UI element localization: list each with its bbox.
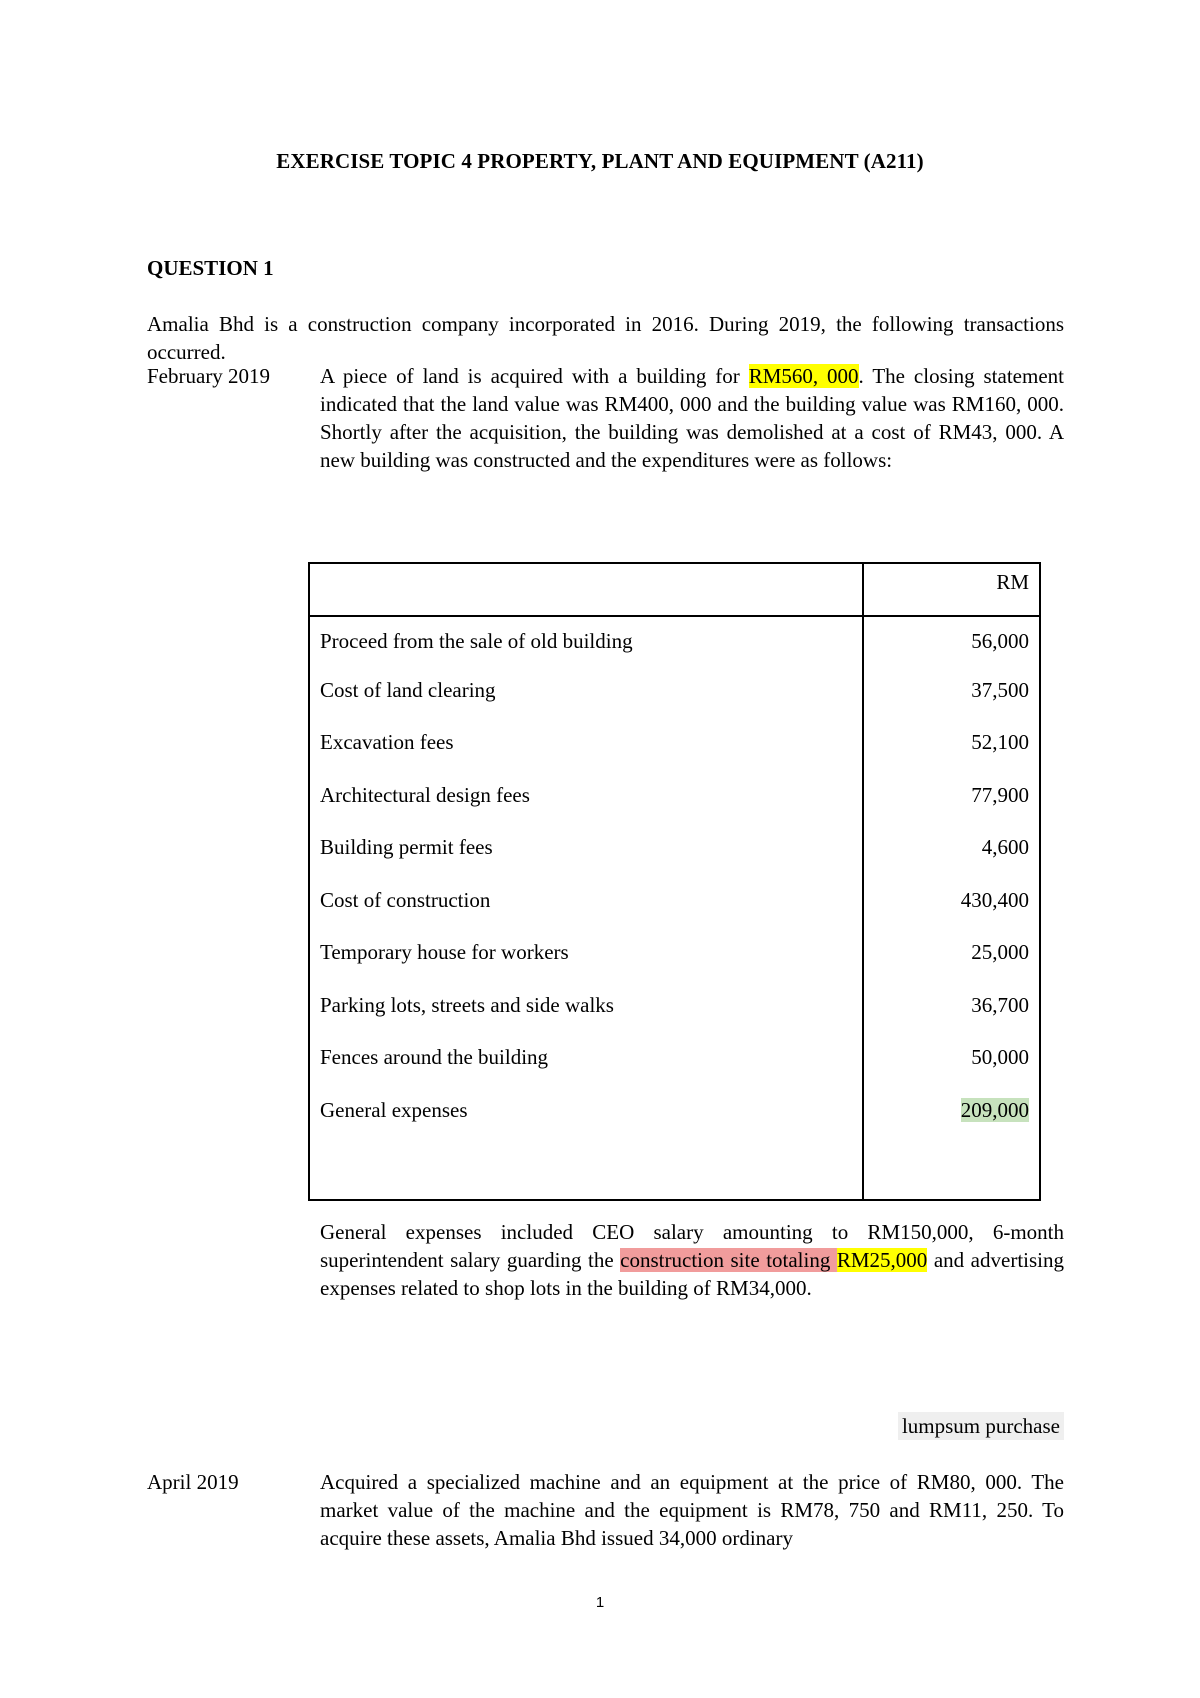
general-expenses-highlight: 209,000 bbox=[960, 1097, 1029, 1122]
row-label: Parking lots, streets and side walks bbox=[309, 984, 863, 1037]
construction-site-highlight: construction site totaling bbox=[620, 1248, 837, 1272]
table-row bbox=[309, 1036, 1040, 1089]
question-heading: QUESTION 1 bbox=[147, 256, 274, 280]
page-title: EXERCISE TOPIC 4 PROPERTY, PLANT AND EQUIPMENT (A211) bbox=[276, 149, 924, 173]
note-text-2: and advertising expenses related to shop lots in the building of RM34,000. bbox=[320, 1248, 1064, 1300]
row-amount: 4,600 bbox=[981, 835, 1029, 859]
row-label: Proceed from the sale of old building bbox=[309, 616, 863, 669]
note-text-1: General expenses included CEO salary amounting to RM150,000, 6-month superintendent salary guarding the bbox=[320, 1220, 1064, 1272]
expenditure-table bbox=[308, 562, 1041, 1201]
intro-paragraph: Amalia Bhd is a construction company incorporated in 2016. During 2019, the following transactions occurred. bbox=[147, 312, 1064, 364]
page-number: 1 bbox=[595, 1594, 605, 1611]
april-paragraph: Acquired a specialized machine and an equipment at the price of RM80, 000. The market value of the machine and the equipment is RM78, 750 and RM11, 250. To acquire these assets, Amalia Bhd issued 34,000 ordinary bbox=[320, 1470, 1064, 1550]
row-amount: 36,700 bbox=[971, 992, 1029, 1017]
row-amount: 25,000 bbox=[971, 940, 1029, 964]
general-expenses-note bbox=[320, 1218, 1064, 1302]
row-label: Fences around the building bbox=[309, 1036, 863, 1089]
row-amount: 37,500 bbox=[971, 677, 1029, 702]
table-header-amount: RM bbox=[863, 563, 1040, 616]
february-text-before: A piece of land is acquired with a building for bbox=[320, 364, 749, 388]
blank-cell bbox=[309, 1141, 863, 1200]
superintendent-salary-highlight: RM25,000 bbox=[836, 1248, 928, 1272]
table-blank-row bbox=[309, 1141, 1040, 1200]
blank-cell bbox=[863, 1141, 1040, 1200]
table-row bbox=[309, 669, 1040, 722]
table-row bbox=[309, 616, 1040, 669]
february-date-label: February 2019 bbox=[147, 364, 271, 388]
row-amount: 430,400 bbox=[960, 887, 1029, 912]
table-row bbox=[309, 774, 1040, 827]
row-label: Architectural design fees bbox=[309, 774, 863, 827]
table-row bbox=[309, 721, 1040, 774]
february-text-after: . The closing statement indicated that the land value was RM400, 000 and the building value was RM160, 000. Shortly after the acquisition, the building was demolished at a cost of RM43, 000. A new building was constructed and the expenditures were as follows: bbox=[320, 364, 1064, 472]
february-paragraph bbox=[320, 362, 1064, 474]
table-row bbox=[309, 826, 1040, 879]
row-label: Building permit fees bbox=[309, 826, 863, 879]
table-row bbox=[309, 984, 1040, 1037]
row-amount: 50,000 bbox=[971, 1045, 1029, 1069]
row-amount bbox=[863, 1089, 1040, 1142]
row-amount: 56,000 bbox=[971, 629, 1029, 653]
row-label: General expenses bbox=[309, 1089, 863, 1142]
table-header-row bbox=[309, 563, 1040, 616]
row-label: Temporary house for workers bbox=[309, 931, 863, 984]
table-row bbox=[309, 879, 1040, 932]
purchase-price-highlight: RM560, 000 bbox=[748, 364, 859, 388]
table-header-description bbox=[309, 563, 863, 616]
table-row bbox=[309, 931, 1040, 984]
table-row bbox=[309, 1089, 1040, 1142]
row-amount: 52,100 bbox=[971, 730, 1029, 754]
row-label: Cost of land clearing bbox=[309, 669, 863, 722]
row-amount: 77,900 bbox=[971, 782, 1029, 807]
row-label: Cost of construction bbox=[309, 879, 863, 932]
april-date-label: April 2019 bbox=[147, 1470, 239, 1494]
row-label: Excavation fees bbox=[309, 721, 863, 774]
lumpsum-purchase-note: lumpsum purchase bbox=[898, 1412, 1064, 1440]
